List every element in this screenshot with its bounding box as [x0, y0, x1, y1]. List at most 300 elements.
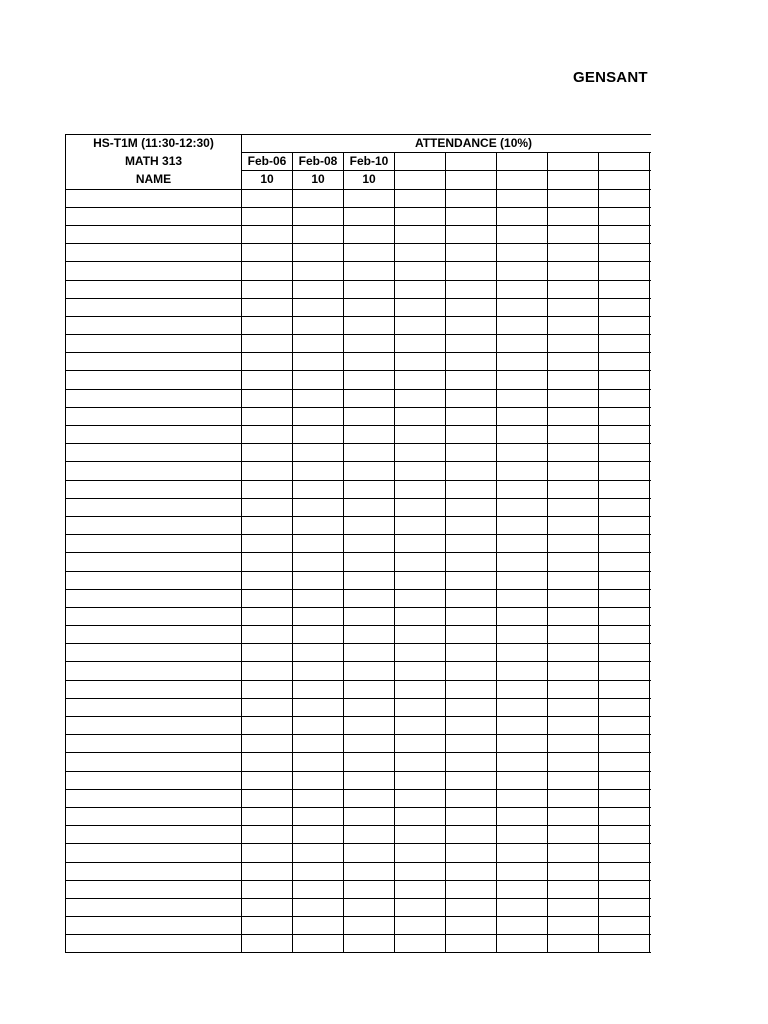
attendance-cell[interactable] — [650, 644, 652, 662]
attendance-cell[interactable] — [242, 371, 293, 389]
attendance-cell[interactable] — [395, 807, 446, 825]
attendance-cell[interactable] — [497, 844, 548, 862]
attendance-cell[interactable] — [242, 498, 293, 516]
attendance-cell[interactable] — [395, 717, 446, 735]
attendance-cell[interactable] — [242, 571, 293, 589]
attendance-cell[interactable] — [242, 280, 293, 298]
attendance-cell[interactable] — [344, 717, 395, 735]
attendance-cell[interactable] — [497, 862, 548, 880]
attendance-cell[interactable] — [497, 244, 548, 262]
attendance-cell[interactable] — [293, 371, 344, 389]
attendance-cell[interactable] — [395, 426, 446, 444]
attendance-cell[interactable] — [344, 807, 395, 825]
attendance-cell[interactable] — [293, 462, 344, 480]
student-name-cell[interactable] — [66, 298, 242, 316]
attendance-cell[interactable] — [599, 389, 650, 407]
attendance-cell[interactable] — [650, 626, 652, 644]
attendance-cell[interactable] — [446, 444, 497, 462]
attendance-cell[interactable] — [548, 244, 599, 262]
attendance-cell[interactable] — [344, 535, 395, 553]
attendance-cell[interactable] — [293, 298, 344, 316]
attendance-cell[interactable] — [293, 880, 344, 898]
attendance-cell[interactable] — [446, 244, 497, 262]
attendance-cell[interactable] — [548, 898, 599, 916]
attendance-cell[interactable] — [395, 626, 446, 644]
student-name-cell[interactable] — [66, 662, 242, 680]
attendance-cell[interactable] — [395, 316, 446, 334]
attendance-cell[interactable] — [497, 262, 548, 280]
attendance-cell[interactable] — [344, 571, 395, 589]
attendance-cell[interactable] — [293, 644, 344, 662]
class-code-cell[interactable]: HS-T1M (11:30-12:30) — [66, 135, 242, 153]
attendance-cell[interactable] — [242, 407, 293, 425]
attendance-cell[interactable] — [650, 444, 652, 462]
attendance-cell[interactable] — [242, 771, 293, 789]
attendance-cell[interactable] — [344, 644, 395, 662]
attendance-cell[interactable] — [548, 189, 599, 207]
attendance-header-cell[interactable]: ATTENDANCE (10%) — [242, 135, 652, 153]
attendance-cell[interactable] — [242, 244, 293, 262]
attendance-cell[interactable] — [650, 553, 652, 571]
attendance-cell[interactable] — [599, 880, 650, 898]
attendance-cell[interactable] — [650, 826, 652, 844]
attendance-cell[interactable] — [395, 789, 446, 807]
student-name-cell[interactable] — [66, 644, 242, 662]
attendance-cell[interactable] — [548, 462, 599, 480]
attendance-cell[interactable] — [497, 535, 548, 553]
student-name-cell[interactable] — [66, 244, 242, 262]
attendance-cell[interactable] — [497, 444, 548, 462]
attendance-cell[interactable] — [242, 698, 293, 716]
student-name-cell[interactable] — [66, 571, 242, 589]
attendance-cell[interactable] — [446, 626, 497, 644]
attendance-cell[interactable] — [599, 225, 650, 243]
attendance-cell[interactable] — [446, 189, 497, 207]
attendance-cell[interactable] — [446, 407, 497, 425]
attendance-cell[interactable] — [242, 189, 293, 207]
attendance-cell[interactable] — [446, 807, 497, 825]
attendance-cell[interactable] — [599, 607, 650, 625]
attendance-cell[interactable] — [242, 353, 293, 371]
attendance-cell[interactable] — [446, 480, 497, 498]
course-cell[interactable]: MATH 313 — [66, 153, 242, 171]
attendance-cell[interactable] — [650, 771, 652, 789]
student-name-cell[interactable] — [66, 371, 242, 389]
attendance-cell[interactable] — [446, 298, 497, 316]
attendance-cell[interactable] — [497, 389, 548, 407]
attendance-cell[interactable] — [446, 826, 497, 844]
attendance-cell[interactable] — [242, 607, 293, 625]
points-cell[interactable] — [548, 171, 599, 189]
attendance-cell[interactable] — [548, 571, 599, 589]
attendance-cell[interactable] — [242, 298, 293, 316]
date-cell[interactable] — [548, 153, 599, 171]
attendance-cell[interactable] — [548, 771, 599, 789]
attendance-cell[interactable] — [599, 680, 650, 698]
attendance-cell[interactable] — [599, 698, 650, 716]
attendance-cell[interactable] — [446, 498, 497, 516]
date-cell[interactable] — [650, 153, 652, 171]
attendance-cell[interactable] — [599, 426, 650, 444]
attendance-cell[interactable] — [650, 298, 652, 316]
attendance-cell[interactable] — [344, 353, 395, 371]
attendance-cell[interactable] — [344, 553, 395, 571]
attendance-cell[interactable] — [599, 589, 650, 607]
attendance-cell[interactable] — [548, 262, 599, 280]
student-name-cell[interactable] — [66, 353, 242, 371]
attendance-cell[interactable] — [548, 789, 599, 807]
attendance-cell[interactable] — [395, 935, 446, 953]
attendance-cell[interactable] — [446, 898, 497, 916]
attendance-cell[interactable] — [548, 335, 599, 353]
attendance-cell[interactable] — [395, 389, 446, 407]
attendance-cell[interactable] — [599, 553, 650, 571]
attendance-cell[interactable] — [344, 844, 395, 862]
date-cell[interactable] — [395, 153, 446, 171]
attendance-cell[interactable] — [446, 717, 497, 735]
attendance-cell[interactable] — [599, 262, 650, 280]
date-cell[interactable]: Feb-08 — [293, 153, 344, 171]
student-name-cell[interactable] — [66, 335, 242, 353]
attendance-cell[interactable] — [497, 771, 548, 789]
attendance-cell[interactable] — [242, 626, 293, 644]
attendance-cell[interactable] — [395, 244, 446, 262]
attendance-cell[interactable] — [650, 898, 652, 916]
attendance-cell[interactable] — [395, 280, 446, 298]
attendance-cell[interactable] — [497, 280, 548, 298]
attendance-cell[interactable] — [446, 280, 497, 298]
attendance-cell[interactable] — [446, 225, 497, 243]
attendance-cell[interactable] — [293, 207, 344, 225]
attendance-cell[interactable] — [344, 789, 395, 807]
attendance-cell[interactable] — [650, 480, 652, 498]
attendance-cell[interactable] — [548, 607, 599, 625]
student-name-cell[interactable] — [66, 789, 242, 807]
attendance-cell[interactable] — [548, 935, 599, 953]
attendance-cell[interactable] — [395, 189, 446, 207]
attendance-cell[interactable] — [293, 516, 344, 534]
attendance-cell[interactable] — [650, 516, 652, 534]
attendance-cell[interactable] — [497, 735, 548, 753]
attendance-cell[interactable] — [650, 189, 652, 207]
attendance-cell[interactable] — [548, 353, 599, 371]
attendance-cell[interactable] — [599, 353, 650, 371]
attendance-cell[interactable] — [650, 371, 652, 389]
attendance-cell[interactable] — [293, 389, 344, 407]
attendance-cell[interactable] — [497, 571, 548, 589]
attendance-cell[interactable] — [344, 589, 395, 607]
student-name-cell[interactable] — [66, 898, 242, 916]
points-cell[interactable] — [446, 171, 497, 189]
attendance-cell[interactable] — [293, 626, 344, 644]
attendance-cell[interactable] — [293, 935, 344, 953]
attendance-cell[interactable] — [650, 735, 652, 753]
attendance-cell[interactable] — [650, 680, 652, 698]
student-name-cell[interactable] — [66, 607, 242, 625]
student-name-cell[interactable] — [66, 316, 242, 334]
attendance-cell[interactable] — [599, 335, 650, 353]
attendance-cell[interactable] — [395, 498, 446, 516]
attendance-cell[interactable] — [650, 589, 652, 607]
attendance-cell[interactable] — [446, 571, 497, 589]
attendance-cell[interactable] — [599, 462, 650, 480]
attendance-cell[interactable] — [497, 698, 548, 716]
attendance-cell[interactable] — [548, 207, 599, 225]
attendance-cell[interactable] — [650, 662, 652, 680]
attendance-cell[interactable] — [650, 535, 652, 553]
attendance-cell[interactable] — [344, 516, 395, 534]
attendance-cell[interactable] — [599, 480, 650, 498]
attendance-cell[interactable] — [650, 753, 652, 771]
attendance-cell[interactable] — [344, 607, 395, 625]
date-cell[interactable] — [497, 153, 548, 171]
attendance-cell[interactable] — [497, 480, 548, 498]
attendance-cell[interactable] — [599, 917, 650, 935]
attendance-cell[interactable] — [497, 462, 548, 480]
attendance-cell[interactable] — [293, 807, 344, 825]
attendance-cell[interactable] — [293, 662, 344, 680]
attendance-cell[interactable] — [395, 826, 446, 844]
student-name-cell[interactable] — [66, 225, 242, 243]
attendance-cell[interactable] — [497, 789, 548, 807]
attendance-cell[interactable] — [242, 935, 293, 953]
attendance-cell[interactable] — [242, 680, 293, 698]
student-name-cell[interactable] — [66, 844, 242, 862]
attendance-cell[interactable] — [395, 589, 446, 607]
attendance-cell[interactable] — [242, 335, 293, 353]
points-cell[interactable] — [497, 171, 548, 189]
attendance-cell[interactable] — [599, 571, 650, 589]
attendance-cell[interactable] — [344, 335, 395, 353]
attendance-cell[interactable] — [344, 862, 395, 880]
attendance-cell[interactable] — [650, 807, 652, 825]
attendance-cell[interactable] — [548, 553, 599, 571]
attendance-cell[interactable] — [344, 735, 395, 753]
student-name-cell[interactable] — [66, 680, 242, 698]
attendance-cell[interactable] — [650, 244, 652, 262]
student-name-cell[interactable] — [66, 717, 242, 735]
student-name-cell[interactable] — [66, 735, 242, 753]
attendance-cell[interactable] — [344, 698, 395, 716]
attendance-cell[interactable] — [344, 316, 395, 334]
attendance-cell[interactable] — [293, 789, 344, 807]
attendance-cell[interactable] — [293, 444, 344, 462]
attendance-cell[interactable] — [548, 698, 599, 716]
attendance-cell[interactable] — [344, 880, 395, 898]
attendance-cell[interactable] — [395, 735, 446, 753]
attendance-cell[interactable] — [599, 535, 650, 553]
attendance-cell[interactable] — [650, 917, 652, 935]
attendance-cell[interactable] — [650, 571, 652, 589]
attendance-cell[interactable] — [446, 935, 497, 953]
attendance-cell[interactable] — [293, 862, 344, 880]
attendance-cell[interactable] — [242, 553, 293, 571]
attendance-cell[interactable] — [497, 298, 548, 316]
attendance-cell[interactable] — [395, 516, 446, 534]
attendance-cell[interactable] — [344, 262, 395, 280]
attendance-cell[interactable] — [497, 516, 548, 534]
attendance-cell[interactable] — [497, 371, 548, 389]
attendance-cell[interactable] — [599, 807, 650, 825]
attendance-cell[interactable] — [344, 680, 395, 698]
attendance-cell[interactable] — [395, 662, 446, 680]
attendance-cell[interactable] — [395, 553, 446, 571]
attendance-cell[interactable] — [344, 280, 395, 298]
attendance-cell[interactable] — [446, 389, 497, 407]
attendance-cell[interactable] — [395, 898, 446, 916]
attendance-cell[interactable] — [599, 735, 650, 753]
attendance-cell[interactable] — [446, 371, 497, 389]
student-name-cell[interactable] — [66, 753, 242, 771]
attendance-cell[interactable] — [548, 407, 599, 425]
student-name-cell[interactable] — [66, 553, 242, 571]
attendance-cell[interactable] — [344, 771, 395, 789]
attendance-cell[interactable] — [344, 935, 395, 953]
attendance-cell[interactable] — [395, 353, 446, 371]
points-cell[interactable] — [599, 171, 650, 189]
attendance-cell[interactable] — [650, 262, 652, 280]
date-cell[interactable] — [599, 153, 650, 171]
attendance-cell[interactable] — [650, 498, 652, 516]
attendance-cell[interactable] — [293, 335, 344, 353]
attendance-cell[interactable] — [548, 917, 599, 935]
attendance-cell[interactable] — [293, 407, 344, 425]
attendance-cell[interactable] — [242, 844, 293, 862]
attendance-cell[interactable] — [599, 516, 650, 534]
attendance-cell[interactable] — [344, 371, 395, 389]
attendance-cell[interactable] — [599, 753, 650, 771]
attendance-cell[interactable] — [548, 644, 599, 662]
attendance-cell[interactable] — [548, 389, 599, 407]
attendance-cell[interactable] — [548, 444, 599, 462]
attendance-cell[interactable] — [293, 225, 344, 243]
attendance-cell[interactable] — [293, 316, 344, 334]
attendance-cell[interactable] — [242, 589, 293, 607]
attendance-cell[interactable] — [548, 662, 599, 680]
attendance-cell[interactable] — [548, 316, 599, 334]
attendance-cell[interactable] — [293, 535, 344, 553]
attendance-cell[interactable] — [395, 207, 446, 225]
attendance-cell[interactable] — [344, 626, 395, 644]
attendance-cell[interactable] — [293, 553, 344, 571]
name-header-cell[interactable]: NAME — [66, 171, 242, 189]
attendance-cell[interactable] — [344, 207, 395, 225]
attendance-cell[interactable] — [242, 426, 293, 444]
attendance-cell[interactable] — [293, 917, 344, 935]
attendance-cell[interactable] — [446, 789, 497, 807]
student-name-cell[interactable] — [66, 516, 242, 534]
attendance-cell[interactable] — [446, 662, 497, 680]
points-cell[interactable]: 10 — [293, 171, 344, 189]
attendance-cell[interactable] — [293, 589, 344, 607]
attendance-cell[interactable] — [395, 335, 446, 353]
attendance-cell[interactable] — [548, 225, 599, 243]
attendance-cell[interactable] — [446, 262, 497, 280]
student-name-cell[interactable] — [66, 917, 242, 935]
attendance-cell[interactable] — [293, 680, 344, 698]
attendance-cell[interactable] — [344, 826, 395, 844]
attendance-cell[interactable] — [548, 626, 599, 644]
attendance-cell[interactable] — [548, 880, 599, 898]
attendance-cell[interactable] — [497, 335, 548, 353]
attendance-cell[interactable] — [497, 826, 548, 844]
attendance-cell[interactable] — [344, 462, 395, 480]
student-name-cell[interactable] — [66, 407, 242, 425]
attendance-cell[interactable] — [395, 753, 446, 771]
attendance-cell[interactable] — [242, 862, 293, 880]
student-name-cell[interactable] — [66, 262, 242, 280]
attendance-cell[interactable] — [293, 753, 344, 771]
attendance-cell[interactable] — [242, 807, 293, 825]
attendance-cell[interactable] — [650, 698, 652, 716]
attendance-cell[interactable] — [497, 680, 548, 698]
attendance-cell[interactable] — [344, 753, 395, 771]
attendance-cell[interactable] — [548, 589, 599, 607]
attendance-cell[interactable] — [395, 844, 446, 862]
attendance-cell[interactable] — [548, 498, 599, 516]
attendance-cell[interactable] — [446, 862, 497, 880]
student-name-cell[interactable] — [66, 535, 242, 553]
attendance-cell[interactable] — [395, 480, 446, 498]
attendance-cell[interactable] — [395, 880, 446, 898]
attendance-cell[interactable] — [650, 389, 652, 407]
attendance-cell[interactable] — [599, 844, 650, 862]
attendance-cell[interactable] — [650, 862, 652, 880]
attendance-cell[interactable] — [650, 335, 652, 353]
attendance-cell[interactable] — [446, 207, 497, 225]
attendance-cell[interactable] — [395, 771, 446, 789]
attendance-cell[interactable] — [395, 571, 446, 589]
attendance-cell[interactable] — [242, 480, 293, 498]
attendance-cell[interactable] — [446, 880, 497, 898]
attendance-cell[interactable] — [446, 535, 497, 553]
attendance-cell[interactable] — [293, 426, 344, 444]
student-name-cell[interactable] — [66, 771, 242, 789]
student-name-cell[interactable] — [66, 498, 242, 516]
attendance-cell[interactable] — [599, 644, 650, 662]
student-name-cell[interactable] — [66, 444, 242, 462]
attendance-cell[interactable] — [650, 844, 652, 862]
date-cell[interactable]: Feb-06 — [242, 153, 293, 171]
attendance-cell[interactable] — [344, 917, 395, 935]
attendance-cell[interactable] — [599, 189, 650, 207]
attendance-cell[interactable] — [548, 480, 599, 498]
attendance-cell[interactable] — [395, 444, 446, 462]
attendance-cell[interactable] — [242, 898, 293, 916]
attendance-cell[interactable] — [446, 680, 497, 698]
attendance-cell[interactable] — [446, 553, 497, 571]
attendance-cell[interactable] — [497, 898, 548, 916]
attendance-cell[interactable] — [293, 262, 344, 280]
attendance-cell[interactable] — [548, 680, 599, 698]
attendance-cell[interactable] — [293, 571, 344, 589]
attendance-cell[interactable] — [446, 698, 497, 716]
attendance-cell[interactable] — [497, 917, 548, 935]
attendance-cell[interactable] — [497, 553, 548, 571]
attendance-cell[interactable] — [344, 426, 395, 444]
attendance-cell[interactable] — [344, 407, 395, 425]
attendance-cell[interactable] — [650, 280, 652, 298]
student-name-cell[interactable] — [66, 207, 242, 225]
attendance-cell[interactable] — [599, 244, 650, 262]
attendance-cell[interactable] — [446, 589, 497, 607]
attendance-cell[interactable] — [650, 426, 652, 444]
attendance-cell[interactable] — [497, 935, 548, 953]
student-name-cell[interactable] — [66, 426, 242, 444]
points-cell[interactable] — [395, 171, 446, 189]
attendance-cell[interactable] — [548, 280, 599, 298]
student-name-cell[interactable] — [66, 626, 242, 644]
